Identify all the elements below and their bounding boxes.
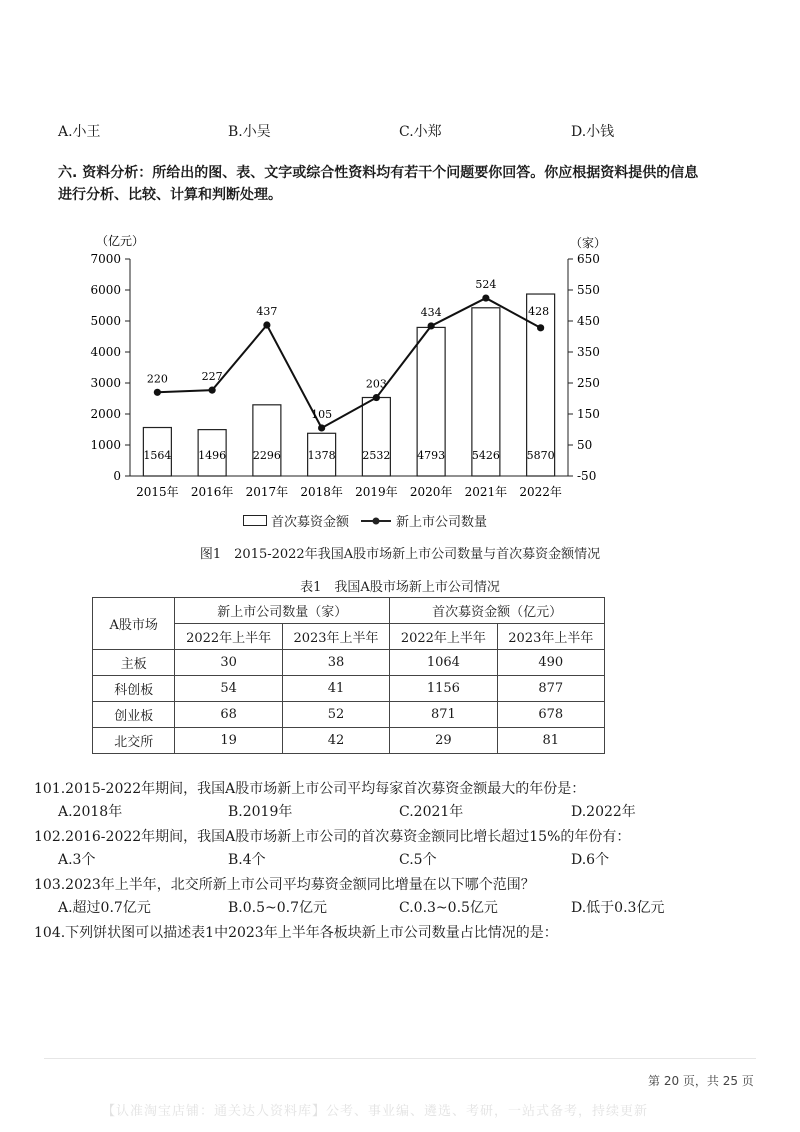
table-row (93, 650, 605, 676)
left-tick-label: 1000 (90, 438, 121, 452)
right-tick-label: 50 (577, 438, 593, 452)
legend-bar-label: 首次募资金额 (271, 515, 350, 530)
bar-value-label: 1378 (307, 449, 336, 462)
right-tick-label: -50 (577, 469, 597, 483)
x-tick-label: 2022年 (519, 485, 562, 499)
count-value-label: 220 (146, 372, 168, 386)
left-tick-label: 6000 (90, 283, 121, 297)
right-tick-label: 450 (577, 314, 600, 328)
data-table (92, 597, 605, 754)
count-value-label: 105 (311, 407, 333, 421)
count-point (482, 294, 489, 301)
bar-value-label: 1496 (198, 449, 227, 462)
table-cell: 871 (390, 702, 497, 728)
table-row (93, 676, 605, 702)
table-cell: 877 (497, 676, 604, 702)
table-cell: 19 (175, 728, 282, 754)
x-tick-label: 2020年 (409, 485, 453, 499)
left-tick-label: 7000 (90, 252, 121, 266)
count-point (373, 394, 380, 401)
count-point (428, 322, 435, 329)
prev-option-b: B.小吴 (228, 124, 271, 140)
count-value-label: 437 (256, 305, 278, 319)
count-point (537, 324, 544, 331)
table-subheader: 2023年上半年 (282, 624, 389, 650)
right-tick-label: 350 (577, 345, 600, 359)
left-tick-label: 4000 (90, 345, 121, 359)
table-subheader: 2022年上半年 (175, 624, 282, 650)
bar-value-label: 4793 (417, 449, 446, 462)
table-cell: 30 (175, 650, 282, 676)
x-tick-label: 2016年 (190, 485, 234, 499)
x-tick-label: 2019年 (355, 485, 398, 499)
watermark-text: 【认准淘宝店铺：通关达人资料库】公考、事业编、遴选、考研，一站式备考，持续更新 (102, 1104, 649, 1119)
table-cell: 42 (282, 728, 389, 754)
left-tick-label: 0 (113, 469, 121, 483)
count-value-label: 524 (475, 278, 497, 292)
row-label: 科创板 (93, 676, 175, 702)
question-102-option-a: A.3个 (58, 852, 96, 868)
table-row (93, 702, 605, 728)
count-value-label: 203 (365, 377, 387, 391)
prev-option-c: C.小郑 (399, 124, 442, 140)
bar-value-label: 2296 (252, 449, 281, 462)
section-heading-line2: 进行分析、比较、计算和判断处理。 (58, 187, 282, 203)
table-subheader: 2022年上半年 (390, 624, 497, 650)
bar-value-label: 5426 (471, 449, 500, 462)
chart-legend (243, 511, 487, 530)
bar-value-label: 5870 (526, 449, 555, 462)
footer-divider (44, 1058, 756, 1059)
table-group-header-count: 新上市公司数量（家） (175, 598, 390, 624)
count-point (263, 321, 270, 328)
bar-value-label: 2532 (362, 449, 391, 462)
right-tick-label: 650 (577, 252, 600, 266)
legend-line-swatch (359, 516, 393, 526)
right-tick-label: 250 (577, 376, 600, 390)
question-103-option-b: B.0.5~0.7亿元 (228, 900, 327, 916)
count-point (154, 389, 161, 396)
page-number: 第 20 页，共 25 页 (648, 1074, 754, 1088)
table-cell: 1156 (390, 676, 497, 702)
question-101-option-c: C.2021年 (399, 804, 464, 820)
question-102-option-c: C.5个 (399, 852, 437, 868)
question-101-stem: 101.2015-2022年期间，我国A股市场新上市公司平均每家首次募资金额最大的年份是： (34, 781, 586, 797)
table-cell: 29 (390, 728, 497, 754)
legend-line-label: 新上市公司数量 (396, 515, 488, 530)
figure-caption: 图1 2015-2022年我国A股市场新上市公司数量与首次募资金额情况 (199, 547, 601, 562)
right-tick-label: 550 (577, 283, 600, 297)
table-subheader: 2023年上半年 (497, 624, 604, 650)
prev-option-d: D.小钱 (571, 124, 615, 140)
table-row (93, 728, 605, 754)
table-cell: 678 (497, 702, 604, 728)
question-102-stem: 102.2016-2022年期间，我国A股市场新上市公司的首次募资金额同比增长超过15%的年份有： (34, 829, 631, 845)
right-tick-label: 150 (577, 407, 600, 421)
x-tick-label: 2017年 (245, 485, 289, 499)
x-tick-label: 2015年 (136, 485, 179, 499)
row-label: 创业板 (93, 702, 175, 728)
question-103-option-a: A.超过0.7亿元 (58, 900, 151, 916)
question-101-option-d: D.2022年 (571, 804, 636, 820)
table-cell: 81 (497, 728, 604, 754)
bar (362, 398, 390, 476)
bar (253, 405, 281, 476)
table-cell: 54 (175, 676, 282, 702)
question-102-option-d: D.6个 (571, 852, 610, 868)
question-103-option-d: D.低于0.3亿元 (571, 900, 665, 916)
count-point (209, 387, 216, 394)
row-label: 北交所 (93, 728, 175, 754)
question-101-option-a: A.2018年 (58, 804, 123, 820)
x-tick-label: 2018年 (300, 485, 343, 499)
legend-bar-swatch (243, 515, 267, 526)
left-tick-label: 3000 (90, 376, 121, 390)
table-cell: 41 (282, 676, 389, 702)
left-tick-label: 2000 (90, 407, 121, 421)
question-104-stem: 104.下列饼状图可以描述表1中2023年上半年各板块新上市公司数量占比情况的是： (34, 925, 558, 941)
table-cell: 52 (282, 702, 389, 728)
right-unit-label: （家） (569, 236, 607, 250)
count-value-label: 227 (201, 370, 223, 384)
prev-option-a: A.小王 (58, 124, 101, 140)
table-corner-header: A股市场 (93, 598, 175, 650)
table-cell: 38 (282, 650, 389, 676)
question-101-option-b: B.2019年 (228, 804, 293, 820)
section-heading-line1: 六. 资料分析：所给出的图、表、文字或综合性资料均有若干个问题要你回答。你应根据资料提供的信息 (58, 165, 699, 181)
count-value-label: 428 (528, 304, 550, 318)
table-cell: 1064 (390, 650, 497, 676)
count-value-label: 434 (420, 305, 442, 319)
bar-value-label: 1564 (143, 449, 172, 462)
left-unit-label: （亿元） (95, 234, 145, 248)
question-102-option-b: B.4个 (228, 852, 266, 868)
table-cell: 68 (175, 702, 282, 728)
left-tick-label: 5000 (90, 314, 121, 328)
table-cell: 490 (497, 650, 604, 676)
table-title: 表1 我国A股市场新上市公司情况 (300, 580, 500, 595)
table-group-header-funds: 首次募资金额（亿元） (390, 598, 605, 624)
row-label: 主板 (93, 650, 175, 676)
question-103-stem: 103.2023年上半年，北交所新上市公司平均募资金额同比增量在以下哪个范围？ (34, 877, 535, 893)
x-tick-label: 2021年 (464, 485, 508, 499)
question-103-option-c: C.0.3~0.5亿元 (399, 900, 498, 916)
count-point (318, 424, 325, 431)
